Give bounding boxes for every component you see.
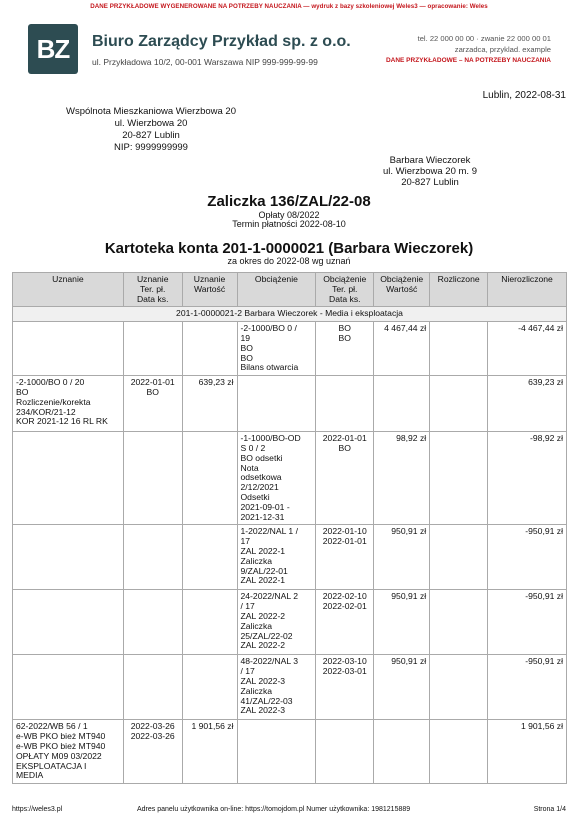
company-address: ul. Przykładowa 10/2, 00-001 Warszawa NIP 999-999-99-99 bbox=[92, 57, 318, 67]
cell-debit bbox=[237, 376, 316, 432]
cell-debit-value: 950,91 zł bbox=[374, 655, 430, 720]
cell-debit-value: 4 467,44 zł bbox=[374, 322, 430, 376]
ledger-table bbox=[12, 272, 567, 784]
company-contact bbox=[386, 33, 551, 66]
cell-debit: 24-2022/NAL 2 / 17 ZAL 2022-2 Zaliczka 25/ZAL/22-02 ZAL 2022-2 bbox=[237, 590, 316, 655]
cell-credit: 62-2022/WB 56 / 1 e-WB PKO bież MT940 e-WB PKO bież MT940 OPŁATY M09 03/2022 EKSPLOATACJA I MEDIA bbox=[13, 720, 124, 784]
cell-credit-term bbox=[123, 590, 182, 655]
cell-unsettled: 639,23 zł bbox=[488, 376, 567, 432]
place-date: Lublin, 2022-08-31 bbox=[482, 90, 566, 101]
account-group-label: 201-1-0000021-2 Barbara Wieczorek - Media i eksploatacja bbox=[13, 307, 567, 322]
ledger-row bbox=[13, 376, 567, 432]
cell-debit: 48-2022/NAL 3 / 17 ZAL 2022-3 Zaliczka 41/ZAL/22-03 ZAL 2022-3 bbox=[237, 655, 316, 720]
cell-credit-value bbox=[182, 432, 237, 525]
cell-debit-value: 950,91 zł bbox=[374, 590, 430, 655]
document-subtitle: Opłaty 08/2022 bbox=[258, 210, 320, 220]
cell-debit: 1-2022/NAL 1 / 17 ZAL 2022-1 Zaliczka 9/ZAL/22-01 ZAL 2022-1 bbox=[237, 525, 316, 590]
cell-unsettled: -98,92 zł bbox=[488, 432, 567, 525]
cell-debit-term: 2022-01-10 2022-01-01 bbox=[316, 525, 374, 590]
col-debit-term: Obciążenie Ter. pł. Data ks. bbox=[316, 273, 374, 307]
company-logo: BZ bbox=[28, 24, 78, 74]
page-number: Strona 1/4 bbox=[533, 806, 566, 813]
cell-settled bbox=[430, 432, 488, 525]
account-group-row bbox=[13, 307, 567, 322]
buyer-address bbox=[360, 155, 500, 188]
cell-credit bbox=[13, 655, 124, 720]
cell-credit: -2-1000/BO 0 / 20 BO Rozliczenie/korekta 234/KOR/21-12 KOR 2021-12 16 RL RK bbox=[13, 376, 124, 432]
cell-debit-term: 2022-03-10 2022-03-01 bbox=[316, 655, 374, 720]
col-credit-term: Uznanie Ter. pł. Data ks. bbox=[123, 273, 182, 307]
recipient-line: ul. Wierzbowa 20 bbox=[114, 118, 188, 129]
cell-credit-term: 2022-03-26 2022-03-26 bbox=[123, 720, 182, 784]
recipient-address bbox=[56, 106, 246, 154]
cell-credit bbox=[13, 525, 124, 590]
cell-credit-value bbox=[182, 322, 237, 376]
cell-credit-value bbox=[182, 525, 237, 590]
ledger-row bbox=[13, 525, 567, 590]
buyer-line: Barbara Wieczorek bbox=[389, 155, 471, 166]
cell-unsettled: -950,91 zł bbox=[488, 525, 567, 590]
cell-debit-value bbox=[374, 376, 430, 432]
cell-unsettled: 1 901,56 zł bbox=[488, 720, 567, 784]
buyer-line: 20-827 Lublin bbox=[401, 177, 459, 188]
cell-credit-term bbox=[123, 322, 182, 376]
ledger-row bbox=[13, 432, 567, 525]
cell-credit-value bbox=[182, 590, 237, 655]
cell-credit-value: 1 901,56 zł bbox=[182, 720, 237, 784]
cell-debit-value: 98,92 zł bbox=[374, 432, 430, 525]
recipient-line: Wspólnota Mieszkaniowa Wierzbowa 20 bbox=[65, 106, 237, 117]
ledger-row bbox=[13, 655, 567, 720]
payment-due: Termin płatności 2022-08-10 bbox=[232, 219, 346, 229]
cell-credit-term bbox=[123, 655, 182, 720]
cell-credit-term: 2022-01-01 BO bbox=[123, 376, 182, 432]
document-title: Zaliczka 136/ZAL/22-08 bbox=[207, 193, 371, 210]
cell-debit bbox=[237, 720, 316, 784]
cell-credit-value: 639,23 zł bbox=[182, 376, 237, 432]
cell-credit-term bbox=[123, 525, 182, 590]
cell-debit-value bbox=[374, 720, 430, 784]
cell-debit-term bbox=[316, 376, 374, 432]
footer-website: https://weles3.pl bbox=[12, 806, 63, 813]
cell-settled bbox=[430, 720, 488, 784]
cell-debit-term bbox=[316, 720, 374, 784]
buyer-line: ul. Wierzbowa 20 m. 9 bbox=[383, 166, 477, 177]
cell-credit bbox=[13, 322, 124, 376]
cell-debit-term: 2022-01-01 BO bbox=[316, 432, 374, 525]
cell-debit: -2-1000/BO 0 / 19 BO BO Bilans otwarcia bbox=[237, 322, 316, 376]
recipient-line: 20-827 Lublin bbox=[122, 130, 180, 141]
cell-debit-term: BO BO bbox=[316, 322, 374, 376]
footer-panel-info: Adres panelu użytkownika on-line: https://tomojdom.pl Numer użytkownika: 1981215889 bbox=[137, 806, 411, 813]
contact-email: zarzadca, przyklad. example bbox=[454, 45, 551, 54]
cell-credit bbox=[13, 432, 124, 525]
cell-credit-term bbox=[123, 432, 182, 525]
cell-debit: -1-1000/BO-OD S 0 / 2 BO odsetki Nota odsetkowa 2/12/2021 Odsetki 2021-09-01 - 2021-12-31 bbox=[237, 432, 316, 525]
cell-unsettled: -4 467,44 zł bbox=[488, 322, 567, 376]
col-settled: Rozliczone bbox=[430, 273, 488, 307]
ledger-period: za okres do 2022-08 wg uznań bbox=[227, 256, 351, 266]
ledger-row bbox=[13, 322, 567, 376]
cell-unsettled: -950,91 zł bbox=[488, 590, 567, 655]
col-credit-value: Uznanie Wartość bbox=[182, 273, 237, 307]
col-debit: Obciążenie bbox=[237, 273, 316, 307]
cell-credit bbox=[13, 590, 124, 655]
cell-credit-value bbox=[182, 655, 237, 720]
cell-settled bbox=[430, 655, 488, 720]
cell-settled bbox=[430, 590, 488, 655]
col-unsettled: Nierozliczone bbox=[488, 273, 567, 307]
cell-unsettled: -950,91 zł bbox=[488, 655, 567, 720]
cell-settled bbox=[430, 525, 488, 590]
recipient-line: NIP: 9999999999 bbox=[114, 142, 188, 153]
cell-debit-value: 950,91 zł bbox=[374, 525, 430, 590]
company-name: Biuro Zarządcy Przykład sp. z o.o. bbox=[92, 33, 351, 50]
sample-note: DANE PRZYKŁADOWE – NA POTRZEBY NAUCZANIA bbox=[385, 57, 551, 64]
col-credit: Uznanie bbox=[13, 273, 124, 307]
ledger-row bbox=[13, 590, 567, 655]
contact-phone: tel. 22 000 00 00 · zwanie 22 000 00 01 bbox=[417, 34, 551, 43]
cell-debit-term: 2022-02-10 2022-02-01 bbox=[316, 590, 374, 655]
table-header-row bbox=[13, 273, 567, 307]
cell-settled bbox=[430, 376, 488, 432]
ledger-title: Kartoteka konta 201-1-0000021 (Barbara Wieczorek) bbox=[104, 240, 474, 257]
cell-settled bbox=[430, 322, 488, 376]
col-debit-value: Obciążenie Wartość bbox=[374, 273, 430, 307]
ledger-row bbox=[13, 720, 567, 784]
sample-data-banner: DANE PRZYKŁADOWE WYGENEROWANE NA POTRZEBY NAUCZANIA — wydruk z bazy szkoleniowej Weles3 — opracowanie: Weles bbox=[90, 3, 488, 10]
